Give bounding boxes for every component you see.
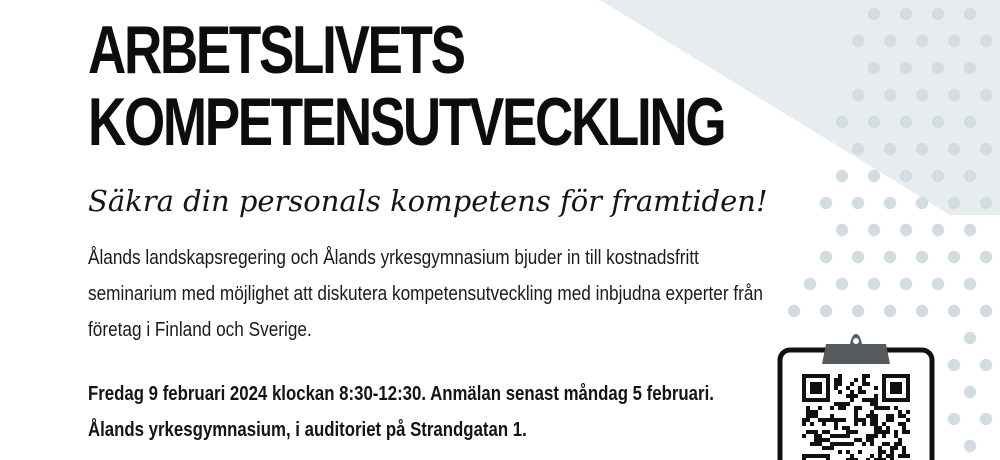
- qr-module: [838, 382, 842, 386]
- decor-dot: [980, 197, 992, 209]
- decor-dot: [916, 305, 928, 317]
- decor-dot: [868, 62, 880, 74]
- qr-module: [906, 418, 910, 422]
- decor-dot: [884, 197, 896, 209]
- qr-module: [866, 434, 870, 438]
- qr-module: [902, 422, 906, 426]
- qr-module: [810, 442, 814, 446]
- qr-module: [822, 446, 826, 450]
- qr-module: [906, 410, 910, 414]
- qr-module: [810, 414, 814, 418]
- qr-module: [838, 378, 842, 382]
- qr-module: [890, 414, 894, 418]
- qr-module: [906, 430, 910, 434]
- qr-module: [842, 434, 846, 438]
- qr-module: [874, 402, 878, 406]
- qr-module: [886, 418, 890, 422]
- decor-dot: [932, 62, 944, 74]
- qr-module: [822, 438, 826, 442]
- qr-module: [890, 450, 894, 454]
- qr-module: [834, 402, 838, 406]
- qr-module: [874, 414, 878, 418]
- decor-dot: [964, 170, 976, 182]
- qr-module: [894, 434, 898, 438]
- qr-module: [854, 438, 858, 442]
- qr-module: [898, 454, 902, 458]
- qr-module: [858, 418, 862, 422]
- qr-module: [846, 426, 850, 430]
- qr-module: [898, 438, 902, 442]
- qr-module: [890, 454, 894, 458]
- qr-module: [822, 422, 826, 426]
- decor-dot: [964, 332, 976, 344]
- qr-module: [886, 414, 890, 418]
- qr-module: [838, 390, 842, 394]
- qr-module: [854, 378, 858, 382]
- qr-module: [842, 402, 846, 406]
- qr-module: [878, 430, 882, 434]
- qr-module: [866, 398, 870, 402]
- qr-module: [830, 442, 834, 446]
- decor-dot: [852, 143, 864, 155]
- decor-dot: [868, 224, 880, 236]
- qr-module: [882, 450, 886, 454]
- tagline: Säkra din personals kompetens för framtiden!: [88, 184, 768, 218]
- qr-module: [834, 382, 838, 386]
- qr-module: [882, 406, 886, 410]
- decor-dot: [980, 143, 992, 155]
- qr-module: [874, 398, 878, 402]
- decor-dot: [948, 143, 960, 155]
- decor-dot: [916, 35, 928, 47]
- qr-module: [890, 382, 902, 394]
- decor-dot: [884, 89, 896, 101]
- qr-module: [902, 446, 906, 450]
- qr-module: [878, 446, 882, 450]
- decor-dot: [900, 170, 912, 182]
- qr-module: [850, 390, 854, 394]
- qr-module: [854, 422, 858, 426]
- clipboard-board: [780, 350, 932, 460]
- qr-module: [870, 414, 874, 418]
- qr-module: [810, 422, 814, 426]
- decor-dot: [868, 8, 880, 20]
- qr-module: [838, 406, 842, 410]
- decor-dot: [916, 251, 928, 263]
- event-details: [88, 376, 844, 448]
- qr-module: [846, 434, 850, 438]
- decor-dot: [900, 8, 912, 20]
- decor-dot: [884, 35, 896, 47]
- qr-module: [862, 422, 866, 426]
- decor-dot: [964, 224, 976, 236]
- qr-module: [846, 442, 850, 446]
- decor-dot: [916, 143, 928, 155]
- qr-module: [886, 426, 890, 430]
- qr-module: [834, 434, 838, 438]
- decor-dot: [948, 197, 960, 209]
- qr-module: [826, 438, 830, 442]
- qr-module: [874, 386, 878, 390]
- qr-module: [834, 426, 838, 430]
- intro-line: seminarium med möjlighet att diskutera kompetensutveckling med inbjudna experter från: [88, 283, 763, 305]
- qr-module: [818, 438, 822, 442]
- qr-module: [866, 414, 870, 418]
- decor-dot: [900, 116, 912, 128]
- decor-dot: [964, 386, 976, 398]
- qr-module: [822, 430, 826, 434]
- qr-module: [818, 442, 822, 446]
- qr-module: [838, 418, 842, 422]
- intro-paragraph: [88, 240, 862, 348]
- decor-dot: [852, 197, 864, 209]
- qr-module: [854, 410, 858, 414]
- decor-dot: [836, 224, 848, 236]
- qr-module: [806, 430, 810, 434]
- qr-module: [862, 390, 866, 394]
- page-title-line-1: ARBETSLIVETS: [88, 12, 464, 88]
- qr-module: [846, 394, 850, 398]
- qr-module: [830, 446, 834, 450]
- qr-module: [882, 422, 886, 426]
- qr-module: [842, 442, 846, 446]
- qr-module: [850, 398, 854, 402]
- qr-module: [862, 398, 866, 402]
- qr-module: [874, 406, 878, 410]
- qr-module: [894, 430, 898, 434]
- qr-module: [838, 402, 842, 406]
- qr-module: [902, 414, 906, 418]
- qr-module: [858, 386, 862, 390]
- qr-module: [878, 450, 882, 454]
- qr-module: [846, 402, 850, 406]
- decor-dot: [964, 278, 976, 290]
- qr-module: [814, 442, 818, 446]
- decor-dot: [820, 197, 832, 209]
- qr-module: [814, 414, 818, 418]
- qr-module: [802, 434, 806, 438]
- qr-module: [902, 450, 906, 454]
- qr-module: [854, 394, 858, 398]
- decor-dot: [948, 413, 960, 425]
- qr-module: [818, 418, 822, 422]
- qr-module: [882, 442, 886, 446]
- decor-dot: [884, 251, 896, 263]
- decor-dot: [964, 440, 976, 452]
- qr-module: [858, 450, 862, 454]
- qr-module: [890, 446, 894, 450]
- qr-module: [834, 422, 838, 426]
- qr-module: [878, 454, 882, 458]
- qr-module: [806, 414, 810, 418]
- qr-module: [906, 454, 910, 458]
- decor-dot: [980, 251, 992, 263]
- qr-code-icon: [802, 374, 910, 460]
- qr-module: [866, 438, 870, 442]
- qr-module: [874, 426, 878, 430]
- decor-dot: [980, 359, 992, 371]
- qr-module: [834, 442, 838, 446]
- qr-module: [830, 414, 834, 418]
- qr-module: [838, 374, 842, 378]
- event-venue-line: Ålands yrkesgymnasium, i auditoriet på Strandgatan 1.: [88, 419, 527, 441]
- qr-module: [870, 442, 874, 446]
- qr-module: [866, 382, 870, 386]
- qr-module: [882, 430, 886, 434]
- qr-module: [846, 386, 850, 390]
- qr-module: [826, 430, 830, 434]
- intro-line: Ålands landskapsregering och Ålands yrkesgymnasium bjuder in till kostnadsfritt: [88, 247, 699, 269]
- qr-module: [834, 386, 838, 390]
- decor-dot: [948, 35, 960, 47]
- decor-dot: [980, 35, 992, 47]
- decor-dot: [964, 8, 976, 20]
- qr-module: [854, 406, 858, 410]
- qr-module: [886, 430, 890, 434]
- decor-dot: [932, 224, 944, 236]
- qr-module: [846, 450, 850, 454]
- qr-module: [818, 406, 822, 410]
- qr-module: [874, 422, 878, 426]
- qr-module: [814, 410, 818, 414]
- clipboard-icon: [776, 330, 936, 460]
- qr-module: [902, 426, 906, 430]
- decor-dot: [916, 197, 928, 209]
- qr-module: [870, 398, 874, 402]
- qr-module: [806, 418, 810, 422]
- qr-module: [898, 410, 902, 414]
- qr-module: [894, 406, 898, 410]
- decor-dot: [868, 170, 880, 182]
- qr-module: [858, 390, 862, 394]
- decor-dot: [964, 116, 976, 128]
- qr-module: [862, 442, 866, 446]
- qr-module: [822, 418, 826, 422]
- qr-module: [854, 418, 858, 422]
- qr-module: [890, 418, 894, 422]
- qr-module: [850, 382, 854, 386]
- qr-module: [898, 422, 902, 426]
- qr-module: [826, 418, 830, 422]
- qr-module: [870, 402, 874, 406]
- qr-module: [862, 382, 866, 386]
- qr-module: [814, 430, 818, 434]
- qr-module: [854, 430, 858, 434]
- decor-dot: [916, 89, 928, 101]
- qr-module: [810, 430, 814, 434]
- qr-module: [806, 406, 810, 410]
- decor-dot: [980, 413, 992, 425]
- qr-module: [870, 438, 874, 442]
- qr-module: [806, 410, 810, 414]
- qr-module: [830, 418, 834, 422]
- decor-dot: [852, 35, 864, 47]
- qr-module: [810, 410, 814, 414]
- qr-module: [886, 454, 890, 458]
- qr-module: [838, 450, 842, 454]
- qr-module: [870, 434, 874, 438]
- qr-module: [830, 406, 834, 410]
- qr-module: [882, 434, 886, 438]
- qr-module: [802, 422, 806, 426]
- decor-dot: [868, 116, 880, 128]
- decor-dot: [836, 170, 848, 182]
- qr-module: [810, 382, 822, 394]
- qr-module: [862, 418, 866, 422]
- decor-dot: [932, 116, 944, 128]
- qr-module: [898, 442, 902, 446]
- decor-dot: [948, 251, 960, 263]
- qr-module: [898, 414, 902, 418]
- qr-module: [838, 442, 842, 446]
- qr-module: [834, 418, 838, 422]
- qr-module: [846, 430, 850, 434]
- qr-module: [870, 418, 874, 422]
- decor-dot: [884, 143, 896, 155]
- qr-module: [894, 442, 898, 446]
- qr-module: [814, 434, 818, 438]
- page-title-line-2: KOMPETENSUTVECKLING: [88, 84, 725, 160]
- qr-module: [834, 378, 838, 382]
- qr-module: [842, 406, 846, 410]
- qr-module: [878, 406, 882, 410]
- decor-dot: [948, 89, 960, 101]
- decor-dot: [852, 89, 864, 101]
- decor-dot: [948, 305, 960, 317]
- qr-module: [862, 378, 866, 382]
- qr-module: [826, 446, 830, 450]
- qr-module: [830, 434, 834, 438]
- qr-module: [874, 394, 878, 398]
- qr-module: [866, 374, 870, 378]
- qr-module: [802, 418, 806, 422]
- qr-module: [862, 374, 866, 378]
- qr-module: [842, 426, 846, 430]
- event-date-line: Fredag 9 februari 2024 klockan 8:30-12:30. Anmälan senast måndag 5 februari.: [88, 383, 714, 405]
- qr-module: [870, 422, 874, 426]
- qr-module: [858, 406, 862, 410]
- decor-dot: [900, 224, 912, 236]
- qr-module: [902, 454, 906, 458]
- decor-dot: [932, 8, 944, 20]
- qr-module: [850, 430, 854, 434]
- qr-module: [874, 434, 878, 438]
- decor-dot: [932, 278, 944, 290]
- qr-module: [850, 394, 854, 398]
- qr-module: [854, 414, 858, 418]
- decor-dot: [980, 89, 992, 101]
- qr-module: [850, 442, 854, 446]
- qr-module: [874, 418, 878, 422]
- decor-dot: [884, 305, 896, 317]
- decor-dot: [836, 116, 848, 128]
- qr-module: [870, 410, 874, 414]
- qr-module: [818, 434, 822, 438]
- qr-module: [886, 442, 890, 446]
- qr-module: [814, 438, 818, 442]
- decor-dot: [932, 170, 944, 182]
- decor-dot: [948, 359, 960, 371]
- decor-dot: [868, 278, 880, 290]
- qr-module: [838, 434, 842, 438]
- decor-dot: [900, 278, 912, 290]
- intro-line: företag i Finland och Sverige.: [88, 319, 312, 341]
- clipboard-clip-hole: [853, 338, 859, 344]
- qr-module: [902, 430, 906, 434]
- qr-module: [870, 454, 874, 458]
- decor-dot: [964, 62, 976, 74]
- qr-module: [842, 418, 846, 422]
- qr-module: [858, 438, 862, 442]
- decor-dot: [980, 305, 992, 317]
- qr-module: [874, 430, 878, 434]
- decor-dot: [900, 62, 912, 74]
- qr-module: [878, 426, 882, 430]
- qr-module: [886, 406, 890, 410]
- qr-module: [894, 446, 898, 450]
- qr-module: [850, 454, 854, 458]
